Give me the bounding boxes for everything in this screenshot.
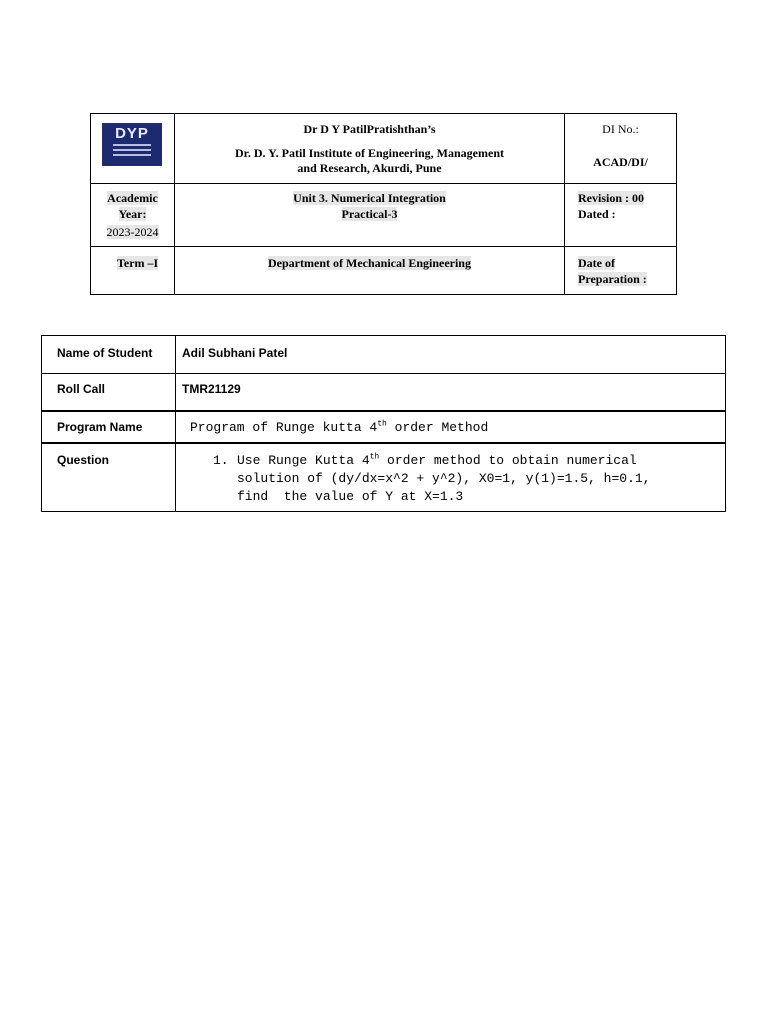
- dated-label: Dated :: [578, 207, 616, 221]
- date-prep-label-2: Preparation :: [578, 272, 647, 286]
- question-line-2: solution of (dy/dx=x^2 + y^2), X0=1, y(1)=1.5, h=0.1,: [237, 471, 651, 486]
- divider: [91, 183, 676, 184]
- question-line-1: [237, 453, 637, 468]
- question-label: Question: [57, 453, 110, 467]
- academic-year-label-2: Year:: [118, 207, 147, 221]
- question-line-3: find the value of Y at X=1.3: [237, 489, 464, 504]
- academic-year-value: 2023-2024: [106, 225, 159, 239]
- revision-label: Revision : 00: [578, 191, 644, 205]
- student-name-label: Name of Student: [57, 346, 153, 360]
- divider: [564, 114, 565, 294]
- logo-lines: [113, 144, 151, 159]
- roll-call-value: TMR21129: [182, 382, 241, 396]
- program-name-post: order Method: [386, 420, 489, 435]
- student-info-table: [41, 335, 726, 512]
- question-line-1-sup: th: [369, 452, 380, 462]
- divider: [42, 442, 725, 444]
- divider: [42, 410, 725, 412]
- divider: [42, 373, 725, 374]
- trust-name: Dr D Y PatilPratishthan’s: [303, 122, 436, 136]
- question-line-1-post: order method to obtain numerical: [379, 453, 637, 468]
- department-label: Department of Mechanical Engineering: [268, 256, 471, 270]
- student-name-value: Adil Subhani Patel: [182, 346, 288, 360]
- question-line-1-pre: Use Runge Kutta 4: [237, 453, 370, 468]
- logo-text: DYP: [115, 125, 149, 142]
- program-name-pre: Program of Runge kutta 4: [190, 420, 378, 435]
- program-name-label: Program Name: [57, 420, 143, 434]
- institute-line1: Dr. D. Y. Patil Institute of Engineering, Management: [235, 146, 504, 160]
- institute-line2: and Research, Akurdi, Pune: [297, 161, 442, 175]
- term-label: Term –I: [117, 256, 159, 270]
- divider: [91, 246, 676, 247]
- question-number: 1.: [213, 453, 229, 468]
- academic-year-label-1: Academic: [107, 191, 158, 205]
- date-prep-label-1: Date of: [578, 256, 615, 270]
- di-label: DI No.:: [602, 122, 639, 136]
- unit-title: Unit 3. Numerical Integration: [293, 191, 446, 205]
- program-name-value: [190, 420, 488, 435]
- practical-label: Practical-3: [341, 207, 398, 221]
- roll-call-label: Roll Call: [57, 382, 106, 396]
- di-value: ACAD/DI/: [593, 155, 648, 169]
- header-table: [90, 113, 677, 295]
- divider: [175, 336, 176, 511]
- institute-logo: [102, 123, 162, 166]
- program-name-sup: th: [377, 419, 387, 429]
